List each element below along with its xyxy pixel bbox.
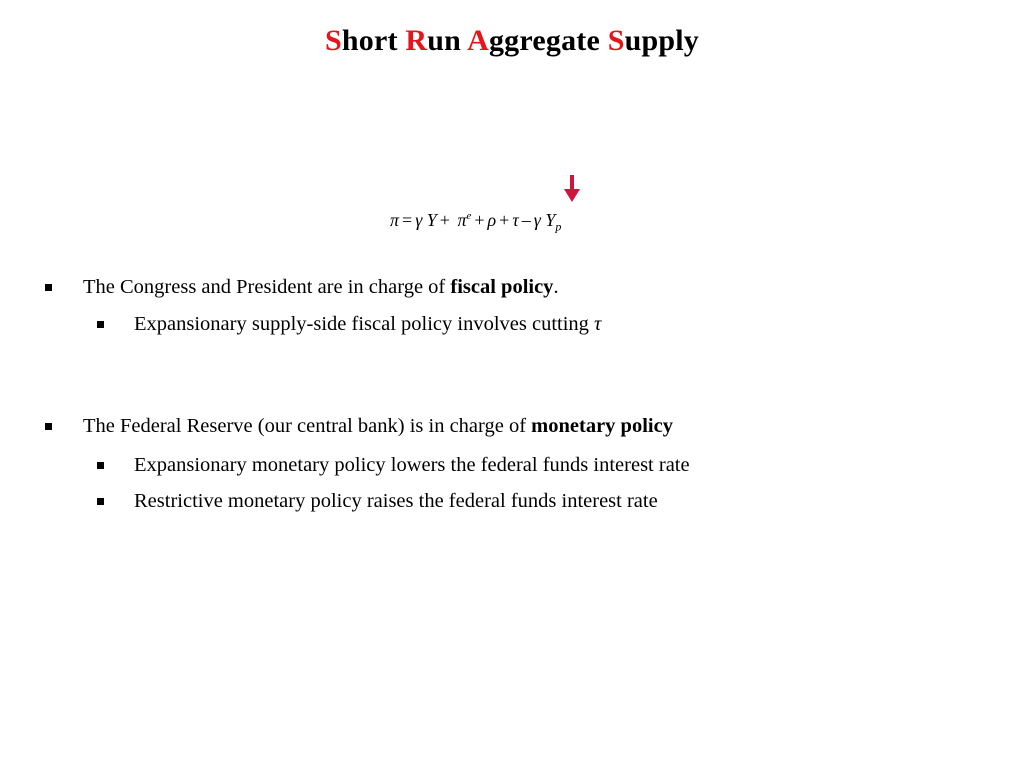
eq-tau: τ	[512, 210, 519, 230]
eq-y-2: Y	[545, 210, 556, 230]
eq-p-sub: p	[555, 219, 562, 234]
down-arrow-icon	[563, 175, 581, 203]
eq-rho: ρ	[487, 210, 497, 230]
title-rest-2: un	[427, 24, 468, 57]
slide-title	[0, 24, 1024, 58]
bullet-text-bold: fiscal policy	[450, 276, 554, 298]
bullet-text: Expansionary monetary policy lowers the federal funds interest rate	[134, 454, 690, 476]
bullet-text: Restrictive monetary policy raises the federal funds interest rate	[134, 490, 658, 512]
bullet-text-bold: monetary policy	[531, 415, 673, 437]
bullet-text	[134, 313, 601, 336]
bullet-text-pre: The Federal Reserve (our central bank) is in charge of	[83, 415, 532, 437]
bullet-marker	[97, 498, 104, 505]
eq-y: Y	[426, 210, 437, 230]
bullet-text-pre: The Congress and President are in charge of	[83, 276, 451, 298]
eq-gamma-1: γ	[415, 210, 423, 230]
bullet-text	[83, 276, 559, 299]
eq-equals: =	[402, 210, 413, 230]
bullet-marker	[97, 321, 104, 328]
eq-plus-2: +	[474, 210, 485, 230]
title-cap-s2: S	[607, 24, 625, 57]
bullet-text-main: Expansionary supply-side fiscal policy involves cutting	[134, 313, 595, 335]
eq-pi-e: π	[457, 210, 467, 230]
title-cap-s1: S	[325, 24, 342, 57]
eq-pi: π	[390, 210, 400, 230]
bullet-text	[83, 415, 673, 438]
srас-equation	[390, 210, 561, 235]
tau-symbol: τ	[594, 313, 602, 335]
title-cap-a: A	[467, 24, 489, 57]
eq-gamma-2: γ	[533, 210, 541, 230]
title-rest-1: hort	[341, 24, 406, 57]
title-cap-r: R	[405, 24, 428, 57]
bullet-marker	[97, 462, 104, 469]
bullet-text-post: .	[553, 276, 559, 298]
bullet-marker	[45, 423, 52, 430]
title-rest-3: ggregate	[488, 24, 608, 57]
eq-minus: –	[521, 210, 531, 230]
bullet-marker	[45, 284, 52, 291]
eq-e-sup: e	[466, 210, 472, 222]
title-rest-4: upply	[624, 24, 699, 57]
eq-plus-3: +	[499, 210, 510, 230]
eq-plus-1: +	[439, 210, 450, 230]
